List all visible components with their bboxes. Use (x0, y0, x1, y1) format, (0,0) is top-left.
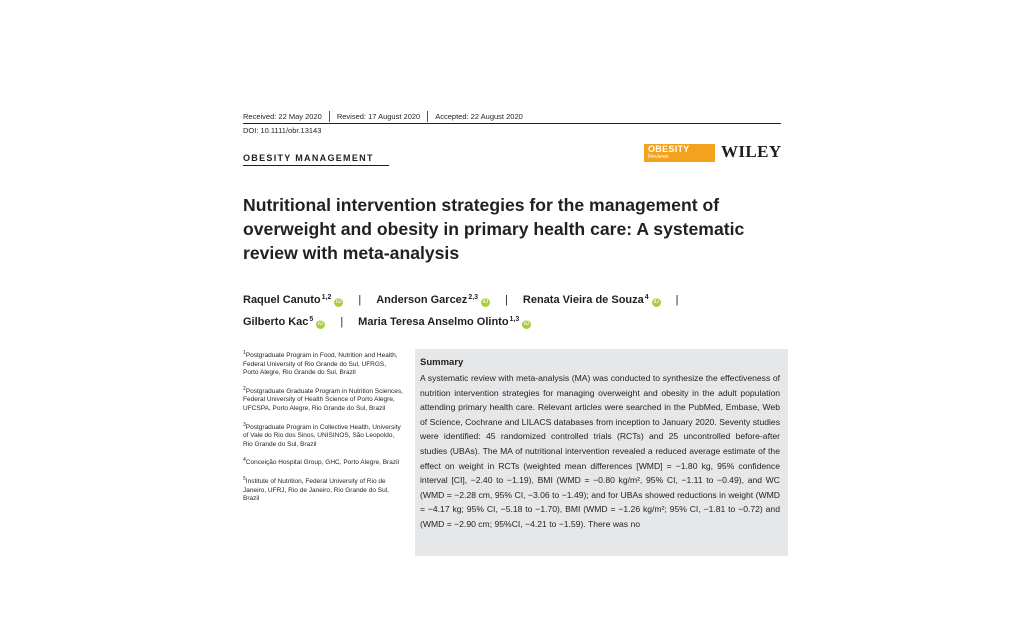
affiliation-number: 4 (243, 457, 246, 464)
author-affiliation-ref: 1,2 (321, 294, 332, 301)
summary-box (415, 349, 788, 556)
author-separator: | (675, 294, 679, 306)
accepted-date: Accepted: 22 August 2020 (435, 112, 523, 121)
author-name-text: Renata Vieira de Souza (522, 294, 644, 306)
author-separator: | (505, 294, 508, 306)
journal-logo-sub: Reviews (648, 154, 669, 160)
author-affiliation-ref: 1,3 (509, 316, 520, 323)
orcid-icon[interactable]: iD (523, 321, 530, 327)
author-name-text: Raquel Canuto (243, 294, 321, 306)
author-list (243, 288, 788, 332)
journal-logo-name: OBESITY (648, 144, 690, 154)
affiliation-number: 5 (243, 475, 246, 482)
journal-logo (644, 144, 715, 162)
publisher-logo: WILEY (721, 142, 782, 161)
author-affiliation-ref: 2,3 (468, 294, 479, 301)
summary-text: A systematic review with meta-analysis (MA) was conducted to synthesize the effectiveness of nutrition intervention strategies for managing overweight and obesity in the adult population attending primary health care. Relevant articles were searched in the PubMed, Embase, Web of Science, Cochrane and LILACS databases from inception to January 2020. Seventy studies were identified: 45 randomized controlled trials (RCTs) and 25 uncontrolled before-after studies (UBAs). The MA of nutritional intervention revealed a reduced average estimate of the effect on weight in RCTs (weighted mean differences [WMD] = −1.80 kg, 95% confidence interval [CI], −2.40 to −1.19), BMI (WMD = −0.80 kg/m², 95% CI, −1.11 to −0.49), and WC (WMD = −2.28 cm, 95% CI, −3.06 to −1.49); and for UBAs showed reductions in weight (WMD = −4.17 kg; 95% CI, −5.18 to −1.70), BMI (WMD = −1.26 kg/m²; 95% CI, −1.81 to −0.72) and (WMD = −2.90 cm; 95%CI, −4.21 to −1.59). There was no (420, 373, 780, 529)
author-name-text: Anderson Garcez (376, 294, 468, 306)
date-divider (427, 111, 428, 122)
affiliation-text: Postgraduate Graduate Program in Nutrition Sciences, Federal University of Health Science of Porto Alegre, UFCSPA, Porto Alegre, Rio Grande do Sul, Brazil (243, 387, 403, 412)
orcid-icon[interactable]: iD (336, 299, 342, 305)
author-name[interactable] (523, 294, 661, 306)
orcid-icon[interactable]: iD (653, 299, 659, 305)
author-separator: | (358, 294, 362, 306)
affiliation-item (243, 456, 403, 468)
author-name[interactable] (376, 294, 490, 306)
affiliation-text: Institute of Nutrition, Federal University of Rio de Janeiro, UFRJ, Rio de Janeiro, Rio Grande do Sul, Brazil (243, 477, 389, 503)
received-date: Received: 22 May 2020 (243, 112, 322, 121)
author-affiliation-ref: 5 (309, 316, 314, 323)
header-rule (243, 123, 781, 124)
author-name-text: Gilberto Kac (243, 316, 309, 328)
article-dates (243, 110, 783, 124)
summary-heading: Summary (420, 357, 464, 368)
article-title: Nutritional intervention strategies for the management of overweight and obesity in primary health care: A systematic review with meta-analysis (243, 195, 745, 263)
affiliation-item (243, 349, 403, 378)
revised-date: Revised: 17 August 2020 (336, 112, 421, 121)
affiliation-number: 2 (243, 385, 246, 392)
affiliation-item (243, 421, 403, 450)
affiliation-item (243, 475, 403, 504)
author-name-text: Maria Teresa Anselmo Olinto (358, 316, 509, 328)
affiliation-item (243, 385, 403, 414)
affiliation-number: 3 (243, 421, 246, 428)
orcid-icon[interactable]: iD (317, 321, 324, 327)
doi-link[interactable]: DOI: 10.1111/obr.13143 (243, 126, 322, 135)
affiliation-text: Postgraduate Program in Collective Health, University of Vale do Rio dos Sinos, UNISINOS, São Leopoldo, Rio Grande do Sul, Brazil (243, 423, 401, 448)
section-label: OBESITY MANAGEMENT (243, 153, 374, 163)
affiliation-text: Conceição Hospital Group, GHC, Porto Alegre, Brazil (245, 459, 399, 467)
affiliation-text: Postgraduate Program in Food, Nutrition and Health, Federal University of Rio Grande do Sul, UFRGS, Porto Alegre, Rio Grande do Sul, Brazil (243, 352, 398, 377)
author-name[interactable] (358, 316, 531, 328)
author-name[interactable] (243, 316, 325, 328)
section-underline (243, 165, 389, 166)
date-divider (329, 111, 330, 122)
affiliations (243, 349, 403, 511)
author-separator: | (340, 316, 344, 328)
affiliation-number: 1 (243, 350, 246, 356)
orcid-icon[interactable]: iD (482, 299, 489, 305)
author-affiliation-ref: 4 (644, 294, 649, 301)
author-name[interactable] (243, 294, 343, 306)
